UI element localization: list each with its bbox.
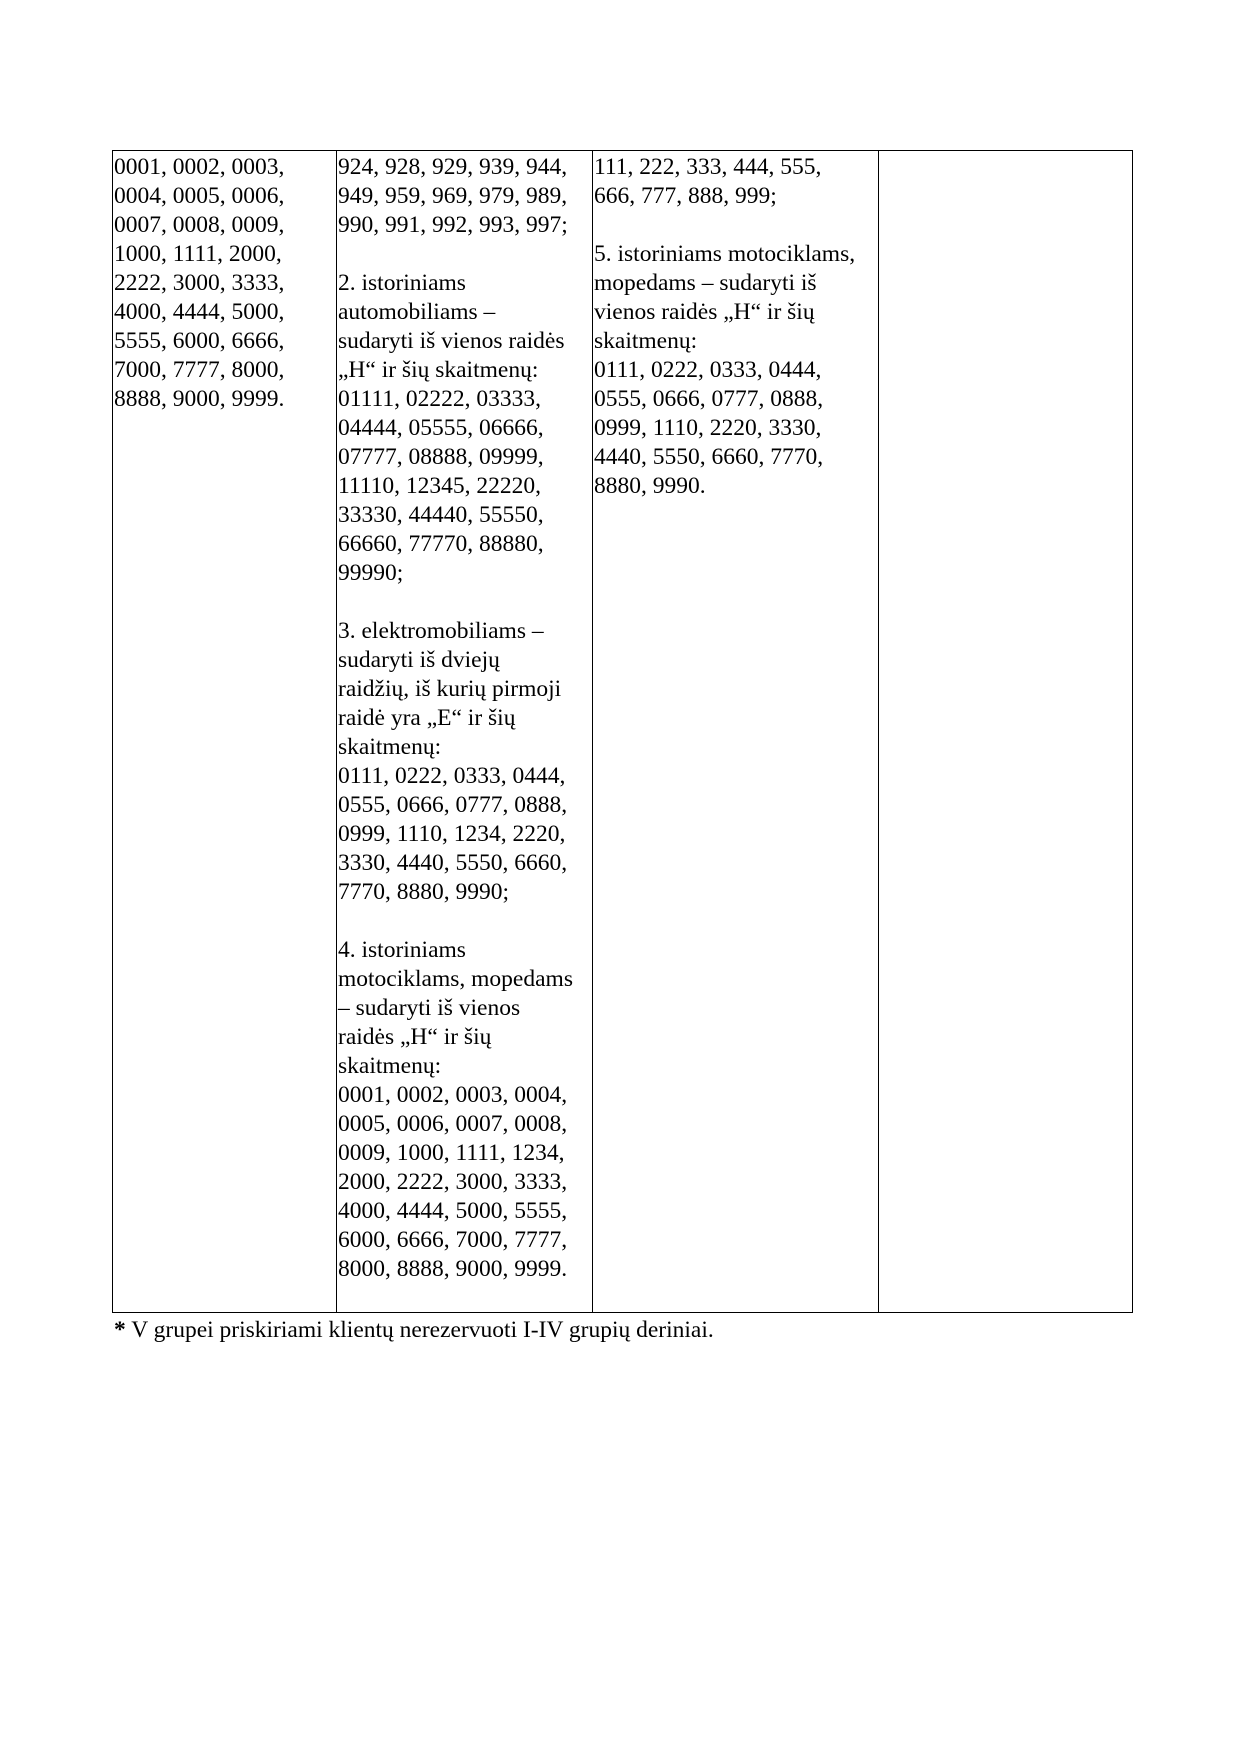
footnote [114, 1316, 714, 1344]
table-cell-combinations-list: 924, 928, 929, 939, 944, 949, 959, 969, 979, 989, 990, 991, 992, 993, 997; 2. istoriniams automobiliams – sudaryti iš vienos raidės „H“ ir šių skaitmenų: 01111, 02222, 03333, 04444, 05555, 06666, 07777, 08888, 09999, 11110, 12345, 22220, 33330, 44440, 55550, 66660, 77770, 88880, 99990; 3. elektromobiliams – sudaryti iš dviejų raidžių, iš kurių pirmoji raidė yra „E“ ir šių skaitmenų: 0111, 0222, 0333, 0444, 0555, 0666, 0777, 0888, 0999, 1110, 1234, 2220, 3330, 4440, 5550, 6660, 7770, 8880, 9990; 4. istoriniams motociklams, mopedams – sudaryti iš vienos raidės „H“ ir šių skaitmenų: 0001, 0002, 0003, 0004, 0005, 0006, 0007, 0008, 0009, 1000, 1111, 1234, 2000, 2222, 3000, 3333, 4000, 4444, 5000, 5555, 6000, 6666, 7000, 7777, 8000, 8888, 9000, 9999. [337, 151, 593, 1313]
number-combinations-table [112, 150, 1133, 1313]
footnote-text: V grupei priskiriami klientų nerezervuoti I-IV grupių deriniai. [125, 1317, 714, 1343]
table-cell-combinations-list-continued: 111, 222, 333, 444, 555, 666, 777, 888, 999; 5. istoriniams motociklams, mopedams – sudaryti iš vienos raidės „H“ ir šių skaitmenų: 0111, 0222, 0333, 0444, 0555, 0666, 0777, 0888, 0999, 1110, 2220, 3330, 4440, 5550, 6660, 7770, 8880, 9990. [593, 151, 879, 1313]
footnote-marker: * [114, 1317, 126, 1343]
table-cell-empty [879, 151, 1133, 1313]
table-row [113, 151, 1133, 1313]
table-cell-group-numbers: 0001, 0002, 0003, 0004, 0005, 0006, 0007, 0008, 0009, 1000, 1111, 2000, 2222, 3000, 3333, 4000, 4444, 5000, 5555, 6000, 6666, 7000, 7777, 8000, 8888, 9000, 9999. [113, 151, 337, 1313]
